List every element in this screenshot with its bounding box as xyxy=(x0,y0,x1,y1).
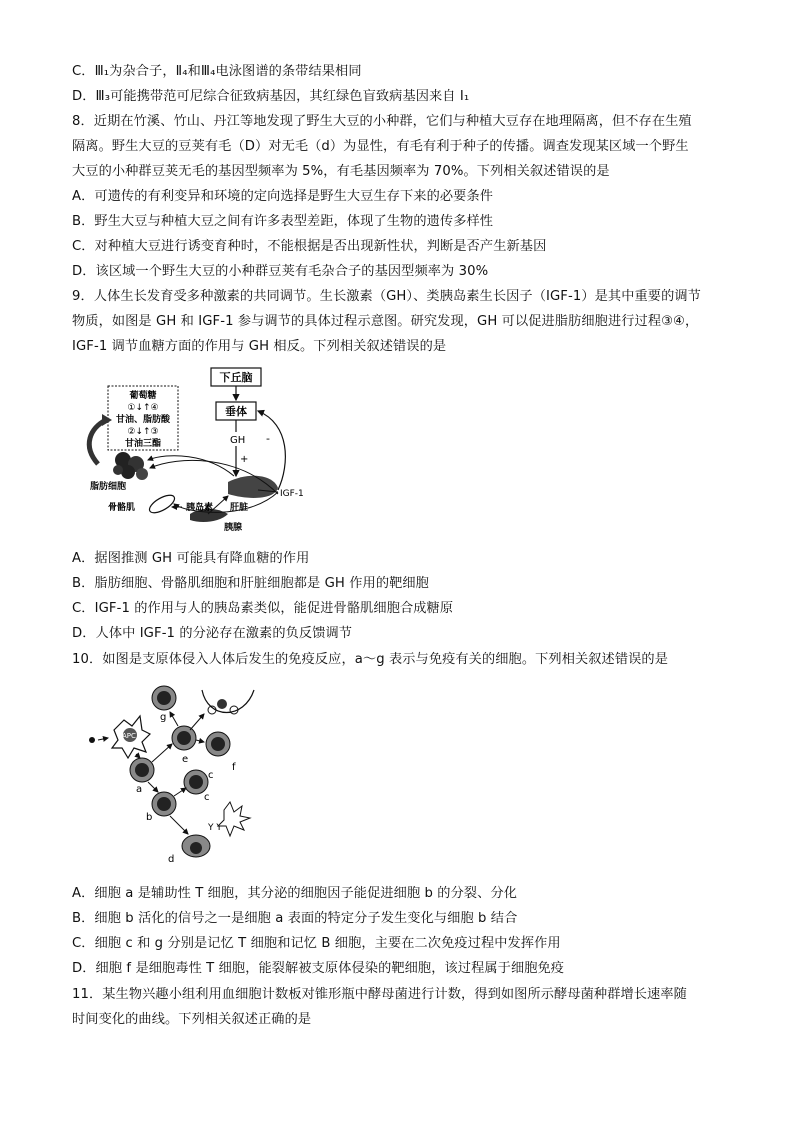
cell-e-label: e xyxy=(182,754,189,765)
question-9-line-1: 9．人体生长发育受多种激素的共同调节。生长激素（GH）、类胰岛素生长因子（IGF-1）是其中重要的调节 xyxy=(72,289,701,304)
option-9b: B．脂肪细胞、骨骼肌细胞和肝脏细胞都是 GH 作用的靶细胞 xyxy=(72,576,429,591)
cell-d-label: d xyxy=(168,854,175,865)
mycoplasma-target xyxy=(218,802,250,836)
skeletal-muscle-label: 骨骼肌 xyxy=(108,503,136,513)
cell-b-label: b xyxy=(146,812,153,823)
question-11-line-1: 11．某生物兴趣小组利用血细胞计数板对锥形瓶中酵母菌进行计数，得到如图所示酵母菌种群增长速率随 xyxy=(72,987,687,1002)
pancreas-label: 胰腺 xyxy=(224,523,243,533)
option-9a: A．据图推测 GH 可能具有降血糖的作用 xyxy=(72,551,310,566)
question-8-line-3: 大豆的小种群豆荚无毛的基因型频率为 5%，有毛基因频率为 70%。下列相关叙述错误的是 xyxy=(72,164,610,179)
triglyceride-label: 甘油三酯 xyxy=(124,439,162,449)
option-10a: A．细胞 a 是辅助性 T 细胞，其分泌的细胞因子能促进细胞 b 的分裂、分化 xyxy=(72,886,518,901)
option-10b: B．细胞 b 活化的信号之一是细胞 a 表面的特定分子发生变化与细胞 b 结合 xyxy=(72,911,518,926)
fat-cell-label: 脂肪细胞 xyxy=(90,482,127,492)
option-8b: B．野生大豆与种植大豆之间有许多表型差距，体现了生物的遗传多样性 xyxy=(72,214,494,229)
mycoplasma-particle xyxy=(89,737,95,743)
question-10-stem: 10．如图是支原体侵入人体后发生的免疫反应，a～g 表示与免疫有关的细胞。下列相关叙述错误的是 xyxy=(72,652,668,667)
option-8a: A．可遗传的有利变异和环境的定向选择是野生大豆生存下来的必要条件 xyxy=(72,189,494,204)
question-11-line-2: 时间变化的曲线。下列相关叙述正确的是 xyxy=(72,1012,312,1027)
gh-label: GH xyxy=(230,435,246,446)
antibody-glyphs: Y Y xyxy=(208,823,222,833)
cell-a-label: a xyxy=(136,784,143,795)
option-7c: C．Ⅲ₁为杂合子，Ⅱ₄和Ⅲ₄电泳图谱的条带结果相同 xyxy=(72,64,362,79)
glucose-label: 葡萄糖 xyxy=(129,391,157,401)
immune-response-diagram xyxy=(84,680,264,870)
step-1-4-label: ①↓↑④ xyxy=(127,403,159,413)
plus-sign: + xyxy=(240,454,249,465)
fat-cell-cluster xyxy=(113,452,148,480)
cell-c-label-1: c xyxy=(208,770,214,781)
option-7d: D．Ⅲ₃可能携带范可尼综合征致病基因，其红绿色盲致病基因来自 I₁ xyxy=(72,89,470,104)
minus-sign: - xyxy=(266,432,270,445)
step-2-3-label: ②↓↑③ xyxy=(127,427,159,437)
option-9c: C．IGF-1 的作用与人的胰岛素类似，能促进骨骼肌细胞合成糖原 xyxy=(72,601,454,616)
liver-label: 肝脏 xyxy=(230,503,249,513)
cell-f-label: f xyxy=(232,762,236,773)
option-10d: D．细胞 f 是细胞毒性 T 细胞，能裂解被支原体侵染的靶细胞，该过程属于细胞免疫 xyxy=(72,961,565,976)
question-8-line-2: 隔离。野生大豆的豆荚有毛（D）对无毛（d）为显性，有毛有利于种子的传播。调查发现某区域一个野生 xyxy=(72,139,689,154)
option-8c: C．对种植大豆进行诱变育种时，不能根据是否出现新性状，判断是否产生新基因 xyxy=(72,239,547,254)
question-8-line-1: 8．近期在竹溪、竹山、丹江等地发现了野生大豆的小种群，它们与种植大豆存在地理隔离，但不存在生殖 xyxy=(72,114,692,129)
option-8d: D．该区域一个野生大豆的小种群豆荚有毛杂合子的基因型频率为 30% xyxy=(72,264,489,279)
option-9d: D．人体中 IGF-1 的分泌存在激素的负反馈调节 xyxy=(72,626,353,641)
cell-g-label: g xyxy=(160,712,167,723)
insulin-label: 胰岛素 xyxy=(186,503,214,513)
question-9-line-3: IGF-1 调节血糖方面的作用与 GH 相反。下列相关叙述错误的是 xyxy=(72,339,447,354)
question-9-line-2: 物质，如图是 GH 和 IGF-1 参与调节的具体过程示意图。研究发现，GH 可以促进脂肪细胞进行过程③④， xyxy=(72,314,699,329)
option-10c: C．细胞 c 和 g 分别是记忆 T 细胞和记忆 B 细胞，主要在二次免疫过程中发挥作用 xyxy=(72,936,561,951)
igf1-label: IGF-1 xyxy=(280,489,304,499)
apc-label: APC xyxy=(122,732,136,740)
hypothalamus-label: 下丘脑 xyxy=(219,371,253,384)
skeletal-muscle-shape xyxy=(147,492,177,516)
pituitary-label: 垂体 xyxy=(225,405,247,418)
glycerol-fatty-acid-label: 甘油、脂肪酸 xyxy=(115,415,171,425)
cell-c-label-2: c xyxy=(204,792,210,803)
gh-igf1-regulation-diagram xyxy=(78,364,318,534)
